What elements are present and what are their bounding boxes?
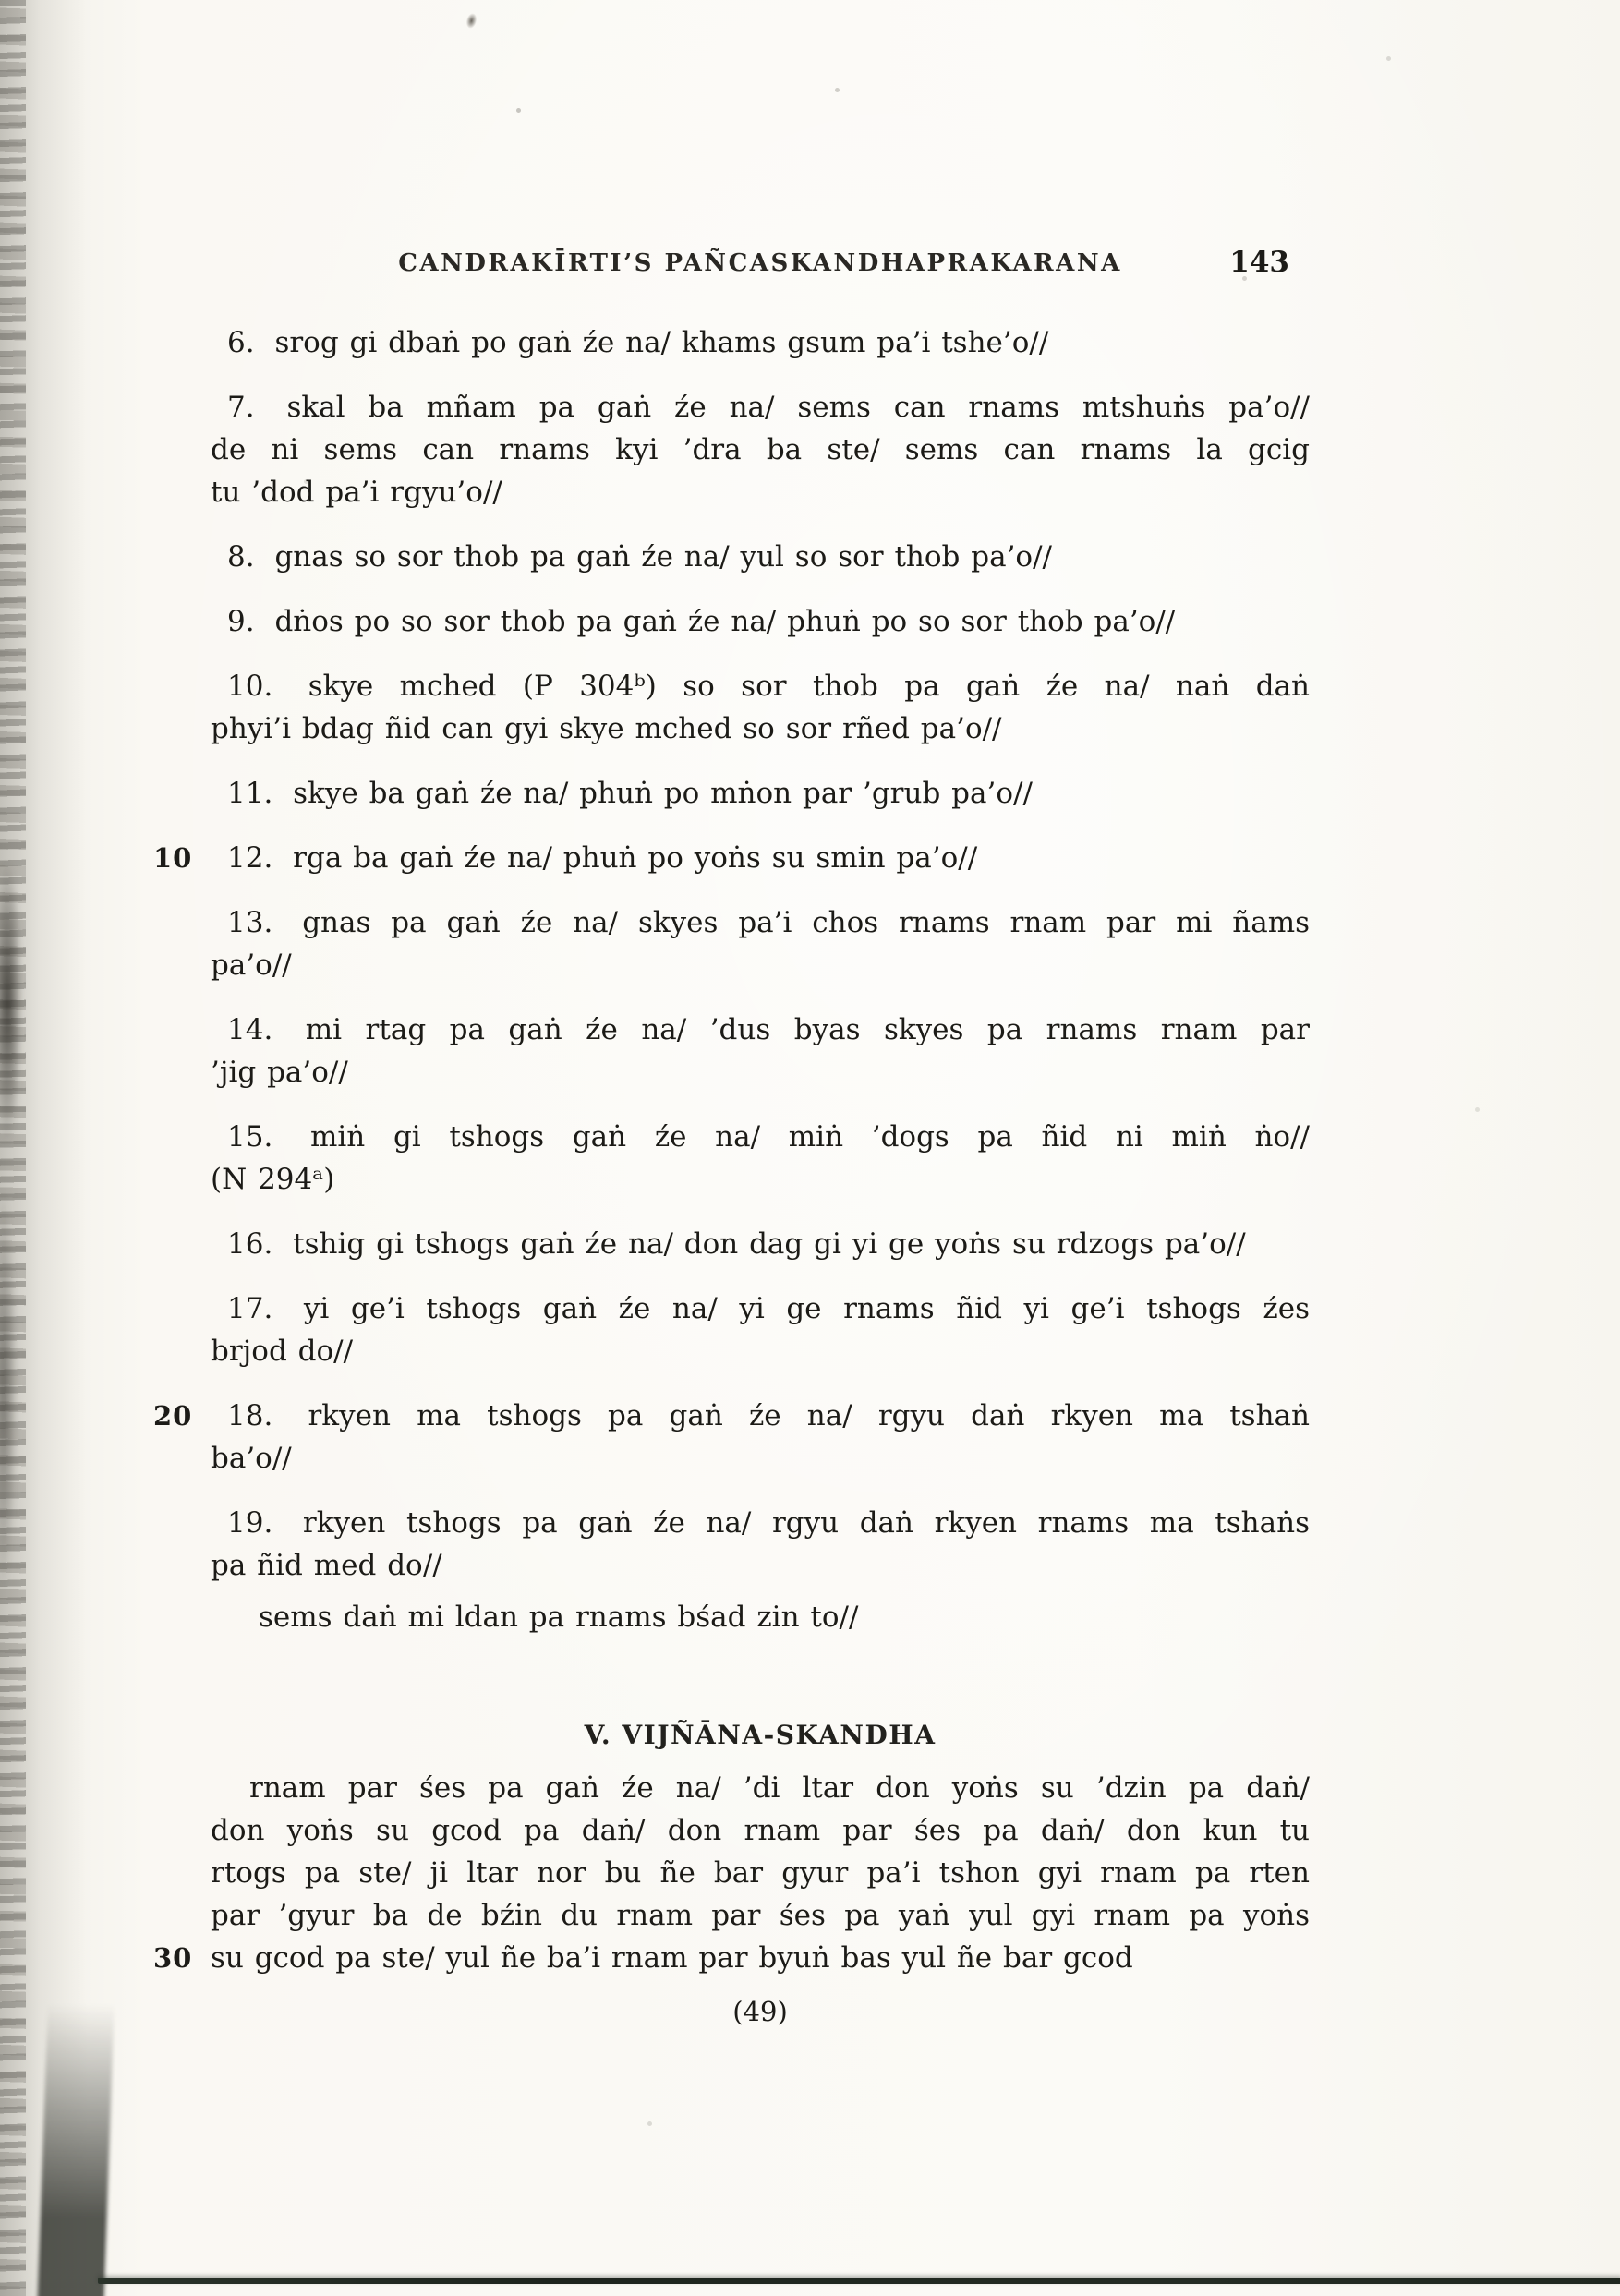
- paragraph: [211, 772, 1310, 815]
- text-line: 8. gnas so sor thob pa gaṅ źe na/ yul so sor thob pa’o//: [227, 540, 1052, 574]
- text-line: 20 18. rkyen ma tshogs pa gaṅ źe na/ rgyu daṅ rkyen ma tshaṅ: [211, 1395, 1310, 1437]
- paragraph: [211, 536, 1310, 578]
- paragraph: [211, 1502, 1310, 1587]
- margin-line-number: 10: [153, 842, 193, 874]
- text-block: [153, 321, 1311, 2027]
- text-line: pa’o//: [211, 949, 292, 982]
- paragraph: [211, 665, 1310, 750]
- text-line: 11. skye ba gaṅ źe na/ phuṅ po mṅon par ’grub pa’o//: [227, 777, 1033, 810]
- text-line: rnam par śes pa gaṅ źe na/ ’di ltar don yoṅs su ’dzin pa daṅ/: [249, 1771, 1310, 1805]
- ink-blot: [0, 859, 22, 1145]
- item-number: 17.: [227, 1292, 273, 1325]
- item-number: 19.: [227, 1506, 273, 1540]
- item-number: 18.: [227, 1399, 273, 1432]
- text-line: pa ñid med do//: [211, 1549, 442, 1582]
- page-number: 143: [1229, 246, 1289, 279]
- paragraph: [211, 901, 1310, 986]
- paragraph: [211, 321, 1310, 364]
- paragraph: [211, 1116, 1310, 1201]
- item-number: 13.: [227, 906, 273, 939]
- text-line: sems daṅ mi ldan pa rnams bśad zin to//: [259, 1601, 859, 1634]
- running-head-title: CANDRAKĪRTI’S PAÑCASKANDHAPRAKARANA: [398, 249, 1122, 277]
- item-number: 11.: [227, 777, 273, 810]
- paragraph: [211, 1223, 1310, 1265]
- section-paragraph: [153, 1767, 1310, 1979]
- margin-line-number: 30: [153, 1942, 193, 1974]
- paragraph: [153, 1395, 1311, 1480]
- paragraph: [153, 837, 1310, 879]
- paragraph: [211, 1009, 1310, 1094]
- text-line: 15. miṅ gi tshogs gaṅ źe na/ miṅ ’dogs pa ñid ni miṅ ṅo//: [227, 1120, 1310, 1154]
- item-number: 10.: [227, 670, 273, 703]
- text-line: par ’gyur ba de bźin du rnam par śes pa yaṅ yul gyi rnam pa yoṅs: [211, 1899, 1310, 1932]
- text-line: (N 294ᵃ): [211, 1163, 335, 1196]
- text-line: 10. skye mched (P 304ᵇ) so sor thob pa gaṅ źe na/ naṅ daṅ: [227, 670, 1310, 703]
- text-line: 9. dṅos po so sor thob pa gaṅ źe na/ phuṅ po so sor thob pa’o//: [227, 605, 1176, 638]
- paragraph: [211, 1287, 1310, 1372]
- item-number: 15.: [227, 1120, 273, 1154]
- text-line: 30 su gcod pa ste/ yul ñe ba’i rnam par byuṅ bas yul ñe bar gcod: [211, 1937, 1310, 1979]
- corner-scan-smudge: [37, 2004, 115, 2296]
- item-number: 9.: [227, 605, 255, 638]
- paragraph: [211, 1596, 1310, 1638]
- item-number: 14.: [227, 1013, 273, 1046]
- left-edge-speckles: [0, 0, 26, 2296]
- section-heading: V. VIJÑĀNA-SKANDHA: [584, 1720, 937, 1750]
- text-line: 16. tshig gi tshogs gaṅ źe na/ don dag gi yi ge yoṅs su rdzogs pa’o//: [227, 1227, 1246, 1261]
- paragraph: [153, 1767, 1310, 1979]
- items-list: [153, 321, 1311, 1638]
- bottom-scan-line: [98, 2278, 1620, 2284]
- text-line: rtogs pa ste/ ji ltar nor bu ñe bar gyur pa’i tshon gyi rnam pa rten: [211, 1856, 1310, 1890]
- item-number: 8.: [227, 540, 255, 574]
- text-line: ba’o//: [211, 1442, 292, 1475]
- item-number: 6.: [227, 326, 255, 359]
- text-line: 19. rkyen tshogs pa gaṅ źe na/ rgyu daṅ rkyen rnams ma tshaṅs: [227, 1506, 1310, 1540]
- paragraph: [211, 386, 1310, 514]
- text-line: tu ’dod pa’i rgyu’o//: [211, 476, 502, 509]
- paragraph: [211, 600, 1310, 643]
- folio-number: (49): [732, 1996, 788, 2027]
- running-head: [211, 246, 1310, 288]
- item-number: 12.: [227, 841, 273, 875]
- paper-specks: [0, 0, 3, 3]
- text-line: 13. gnas pa gaṅ źe na/ skyes pa’i chos rnams rnam par mi ñams: [227, 906, 1311, 939]
- text-line: 10 12. rga ba gaṅ źe na/ phuṅ po yoṅs su smin pa’o//: [211, 837, 1310, 879]
- text-line: don yoṅs su gcod pa daṅ/ don rnam par śes pa daṅ/ don kun tu: [211, 1814, 1310, 1847]
- text-line: brjod do//: [211, 1335, 354, 1368]
- ink-blot: [0, 1191, 17, 1589]
- text-line: de ni sems can rnams kyi ’dra ba ste/ sems can rnams la gcig: [211, 433, 1310, 466]
- item-number: 16.: [227, 1227, 273, 1261]
- text-line: 17. yi ge’i tshogs gaṅ źe na/ yi ge rnams ñid yi ge’i tshogs źes: [227, 1292, 1310, 1325]
- text-line: phyi’i bdag ñid can gyi skye mched so sor rñed pa’o//: [211, 712, 1002, 745]
- text-line: 14. mi rtag pa gaṅ źe na/ ’dus byas skyes pa rnams rnam par: [227, 1013, 1310, 1046]
- stray-mark: [465, 12, 478, 30]
- text-line: 7. skal ba mñam pa gaṅ źe na/ sems can rnams mtshuṅs pa’o//: [227, 391, 1310, 424]
- text-line: 6. srog gi dbaṅ po gaṅ źe na/ khams gsum pa’i tshe’o//: [227, 326, 1049, 359]
- margin-line-number: 20: [153, 1400, 193, 1432]
- text-line: ’jig pa’o//: [211, 1056, 348, 1089]
- item-number: 7.: [227, 391, 255, 424]
